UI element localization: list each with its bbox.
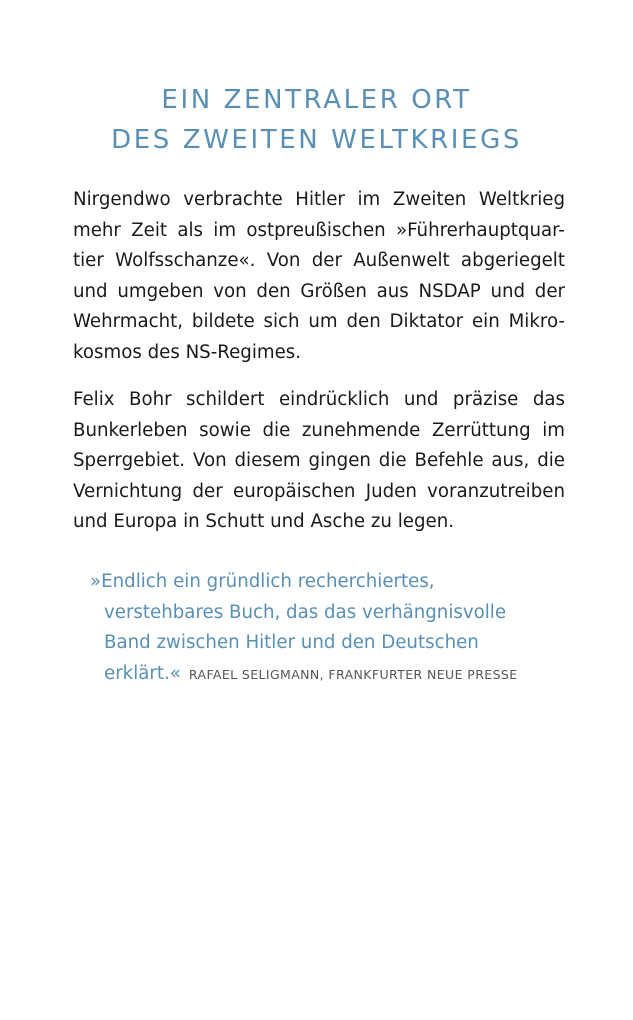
title-line-1: EIN ZENTRALER ORT: [161, 85, 472, 115]
paragraph-line: Bunkerleben sowie die zunehmende Zerrüttung im: [73, 419, 565, 441]
paragraph-line: und Europa in Schutt und Asche zu legen.: [73, 511, 455, 532]
paragraph-line: Wehrmacht, bildete sich um den Diktator ein Mikro-: [73, 311, 565, 332]
quote-line: »Endlich ein gründlich recherchiertes,: [90, 571, 435, 592]
title-line-2: DES ZWEITEN WELTKRIEGS: [111, 125, 522, 155]
paragraph-line: Felix Bohr schildert eindrücklich und präzise das: [73, 389, 565, 410]
press-quote: [90, 567, 550, 690]
paragraph-line: Vernichtung der europäischen Juden voranzutreiben: [73, 480, 565, 502]
description-paragraph-1: [73, 185, 565, 368]
quote-last-line: [90, 659, 550, 691]
quote-line: erklärt.«: [104, 662, 181, 684]
paragraph-line: Sperrgebiet. Von diesem gingen die Befehle aus, die: [73, 450, 565, 471]
page-title: [0, 80, 633, 160]
quote-line: Band zwischen Hitler und den Deutschen: [104, 632, 479, 653]
description-paragraph-2: [73, 385, 565, 538]
quote-line: verstehbares Buch, das das verhängnisvolle: [104, 601, 507, 623]
paragraph-line: mehr Zeit als im ostpreußischen »Führerhauptquar-: [73, 219, 565, 241]
paragraph-line: Nirgendwo verbrachte Hitler im Zweiten Weltkrieg: [73, 189, 565, 210]
paragraph-line: und umgeben von den Größen aus NSDAP und der: [73, 280, 565, 302]
paragraph-line: tier Wolfsschanze«. Von der Außenwelt abgeriegelt: [73, 250, 565, 271]
quote-source: RAFAEL SELIGMANN, FRANKFURTER NEUE PRESSE: [188, 666, 518, 682]
paragraph-line: kosmos des NS-Regimes.: [73, 341, 302, 363]
